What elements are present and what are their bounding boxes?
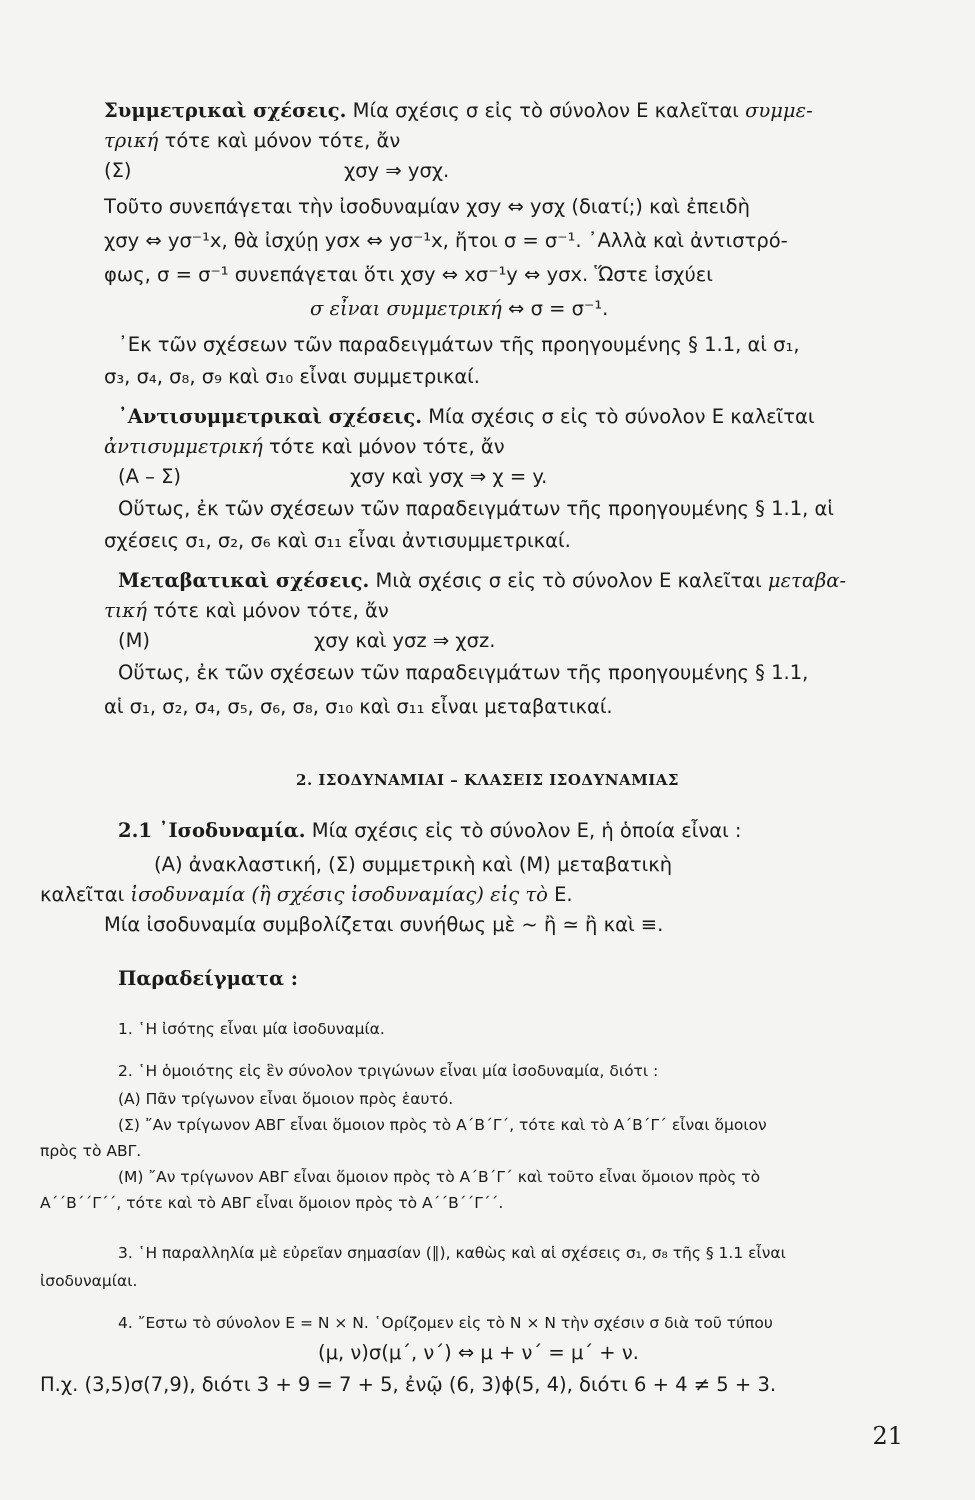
symmetric-definition-line2 <box>104 128 905 154</box>
paragraph-line <box>118 332 905 358</box>
text: αἱ σ₁, σ₂, σ₄, σ₅, σ₆, σ₈, σ₁₀ καὶ σ₁₁ εἶναι μεταβατικαί. <box>104 695 613 718</box>
symmetric-term: συμμε- <box>745 99 813 122</box>
antisymmetric-definition-line1 <box>118 404 905 430</box>
symmetric-text2: τότε καὶ μόνον τότε, ἄν <box>158 129 401 152</box>
paragraph-line <box>104 364 905 390</box>
equivalence-formula <box>310 296 905 322</box>
equivalence-definition-line2 <box>154 852 905 878</box>
text: Μία ἰσοδυναμία συμβολίζεται συνήθως μὲ ~ ἢ ≃ ἢ καὶ ≡. <box>104 913 664 936</box>
rule-formula: χσy καὶ yσz ⇒ χσz. <box>314 629 496 652</box>
text: (Α) ἀνακλαστική, (Σ) συμμετρικὴ καὶ (Μ) μεταβατικὴ <box>154 853 673 876</box>
text: πρὸς τὸ ΑΒΓ. <box>40 1142 142 1160</box>
text: σ₃, σ₄, σ₈, σ₉ καὶ σ₁₀ εἶναι συμμετρικαί. <box>104 365 480 388</box>
heading-text: Παραδείγματα : <box>118 967 298 990</box>
example-4-instance <box>40 1372 905 1398</box>
text: Π.χ. (3,5)σ(7,9), διότι 3 + 9 = 7 + 5, ἐνῷ (6, 3)ɸ(5, 4), διότι 6 + 4 ≠ 5 + 3. <box>40 1373 777 1396</box>
rule-formula: χσy καὶ yσχ ⇒ χ = y. <box>350 465 548 488</box>
text: 2. ῾Η ὁμοιότης εἰς ἓν σύνολον τριγώνων εἶναι μία ἰσοδυναμία, διότι : <box>118 1062 659 1080</box>
transitive-term-cont: τική <box>104 599 147 622</box>
rule-label: (Α – Σ) <box>118 465 182 488</box>
definition-label: 2.1 ᾿Ισοδυναμία. <box>118 819 306 842</box>
text: 3. ῾Η παραλληλία μὲ εὐρεῖαν σημασίαν (∥), καθὼς καὶ αἱ σχέσεις σ₁, σ₈ τῆς § 1.1 εἶναι <box>118 1244 786 1262</box>
example-2-symmetric-cont <box>40 1138 905 1164</box>
text: (Μ) ῎Αν τρίγωνον ΑΒΓ εἶναι ὅμοιον πρὸς τὸ Α΄Β΄Γ΄ καὶ τοῦτο εἶναι ὅμοιον πρὸς τὸ <box>118 1168 761 1186</box>
chapter-heading <box>0 766 975 793</box>
rule-formula: χσy ⇒ yσχ. <box>344 159 450 182</box>
antisymmetric-rule <box>118 464 905 490</box>
example-2-transitive <box>118 1164 905 1190</box>
antisymmetric-definition-line2 <box>104 434 905 460</box>
transitive-rule <box>118 628 905 654</box>
text: Μία σχέσις σ εἰς τὸ σύνολον Ε καλεῖται <box>422 405 815 428</box>
formula-italic: σ εἶναι συμμετρική <box>310 297 502 320</box>
text: 4. ῎Εστω τὸ σύνολον Ε = Ν × Ν. ῾Ορίζομεν εἰς τὸ Ν × Ν τὴν σχέσιν σ διὰ τοῦ τύπου <box>118 1314 773 1332</box>
transitive-definition-line1 <box>118 568 905 594</box>
example-2-transitive-cont <box>40 1190 905 1216</box>
example-2-symmetric <box>118 1112 905 1138</box>
paragraph-line <box>104 528 905 554</box>
paragraph-line <box>104 262 905 288</box>
antisymmetric-label: ᾿Αντισυμμετρικαὶ σχέσεις. <box>118 405 423 428</box>
text: (Α) Πᾶν τρίγωνον εἶναι ὅμοιον πρὸς ἑαυτό. <box>118 1090 454 1108</box>
text: ᾿Εκ τῶν σχέσεων τῶν παραδειγμάτων τῆς προηγουμένης § 1.1, αἱ σ₁, <box>118 333 800 356</box>
heading-text: 2. ΙΣΟΔΥΝΑΜΙΑΙ – ΚΛΑΣΕΙΣ ΙΣΟΔΥΝΑΜΙΑΣ <box>296 771 679 789</box>
rule-label: (Σ) <box>104 159 132 182</box>
text: Οὕτως, ἐκ τῶν σχέσεων τῶν παραδειγμάτων τῆς προηγουμένης § 1.1, <box>118 661 809 684</box>
text: τότε καὶ μόνον τότε, ἄν <box>262 435 505 458</box>
antisymmetric-term: ἀντισυμμετρική <box>104 435 263 458</box>
text: σχέσεις σ₁, σ₂, σ₆ καὶ σ₁₁ εἶναι ἀντισυμμετρικαί. <box>104 529 571 552</box>
text: φως, σ = σ⁻¹ συνεπάγεται ὅτι χσy ⇔ xσ⁻¹y ⇔ yσx. Ὥστε ἰσχύει <box>104 263 713 286</box>
paragraph-line <box>104 228 905 254</box>
transitive-term: μεταβα- <box>767 569 847 592</box>
text: Ε. <box>547 883 573 906</box>
text: Α΄΄Β΄΄Γ΄΄, τότε καὶ τὸ ΑΒΓ εἶναι ὅμοιον πρὸς τὸ Α΄΄Β΄΄Γ΄΄. <box>40 1194 504 1212</box>
paragraph-line <box>104 694 905 720</box>
transitive-label: Μεταβατικαὶ σχέσεις. <box>118 569 370 592</box>
symmetric-definition-line1 <box>104 98 905 124</box>
page-number: 21 <box>872 1422 903 1450</box>
text: καλεῖται <box>40 883 131 906</box>
text: Τοῦτο συνεπάγεται τὴν ἰσοδυναμίαν χσy ⇔ yσχ (διατί;) καὶ ἐπειδὴ <box>104 195 750 218</box>
paragraph-line <box>104 194 905 220</box>
example-1 <box>118 1016 905 1042</box>
examples-heading <box>118 966 905 992</box>
text: 1. ῾Η ἰσότης εἶναι μία ἰσοδυναμία. <box>118 1020 385 1038</box>
symmetric-term-cont: τρική <box>104 129 159 152</box>
transitive-definition-line2 <box>104 598 905 624</box>
equivalence-definition-line1 <box>118 818 905 844</box>
example-4 <box>118 1310 905 1336</box>
definition-term: ἰσοδυναμία (ἢ σχέσις ἰσοδυναμίας) εἰς τὸ <box>130 883 548 906</box>
text: Οὕτως, ἐκ τῶν σχέσεων τῶν παραδειγμάτων τῆς προηγουμένης § 1.1, αἱ <box>118 497 834 520</box>
example-4-formula <box>318 1340 905 1366</box>
text: (μ, ν)σ(μ΄, ν΄) ⇔ μ + ν΄ = μ΄ + ν. <box>318 1341 639 1364</box>
symmetric-rule <box>104 158 905 184</box>
example-2-reflexive <box>118 1086 905 1112</box>
text: (Σ) ῎Αν τρίγωνον ΑΒΓ εἶναι ὅμοιον πρὸς τὸ Α΄Β΄Γ΄, τότε καὶ τὸ Α΄Β΄Γ΄ εἶναι ὅμοιον <box>118 1116 767 1134</box>
equivalence-symbols-line <box>104 912 905 938</box>
rule-label: (Μ) <box>118 629 151 652</box>
symmetric-text: Μία σχέσις σ εἰς τὸ σύνολον Ε καλεῖται <box>346 99 746 122</box>
equivalence-definition-line3 <box>40 882 905 908</box>
text: ἰσοδυναμίαι. <box>40 1272 138 1290</box>
symmetric-label: Συμμετρικαὶ σχέσεις. <box>104 99 347 122</box>
text: χσy ⇔ yσ⁻¹x, θὰ ἰσχύῃ yσx ⇔ yσ⁻¹x, ἤτοι σ = σ⁻¹. ᾿Αλλὰ καὶ ἀντιστρό- <box>104 229 788 252</box>
example-3 <box>118 1240 905 1266</box>
formula: ⇔ σ = σ⁻¹. <box>501 297 609 320</box>
example-2 <box>118 1058 905 1084</box>
example-3-cont <box>40 1268 905 1294</box>
text: Μία σχέσις εἰς τὸ σύνολον Ε, ἡ ὁποία εἶναι : <box>305 819 742 842</box>
paragraph-line <box>118 496 905 522</box>
text: Μιὰ σχέσις σ εἰς τὸ σύνολον Ε καλεῖται <box>369 569 768 592</box>
text: τότε καὶ μόνον τότε, ἄν <box>146 599 389 622</box>
paragraph-line <box>118 660 905 686</box>
